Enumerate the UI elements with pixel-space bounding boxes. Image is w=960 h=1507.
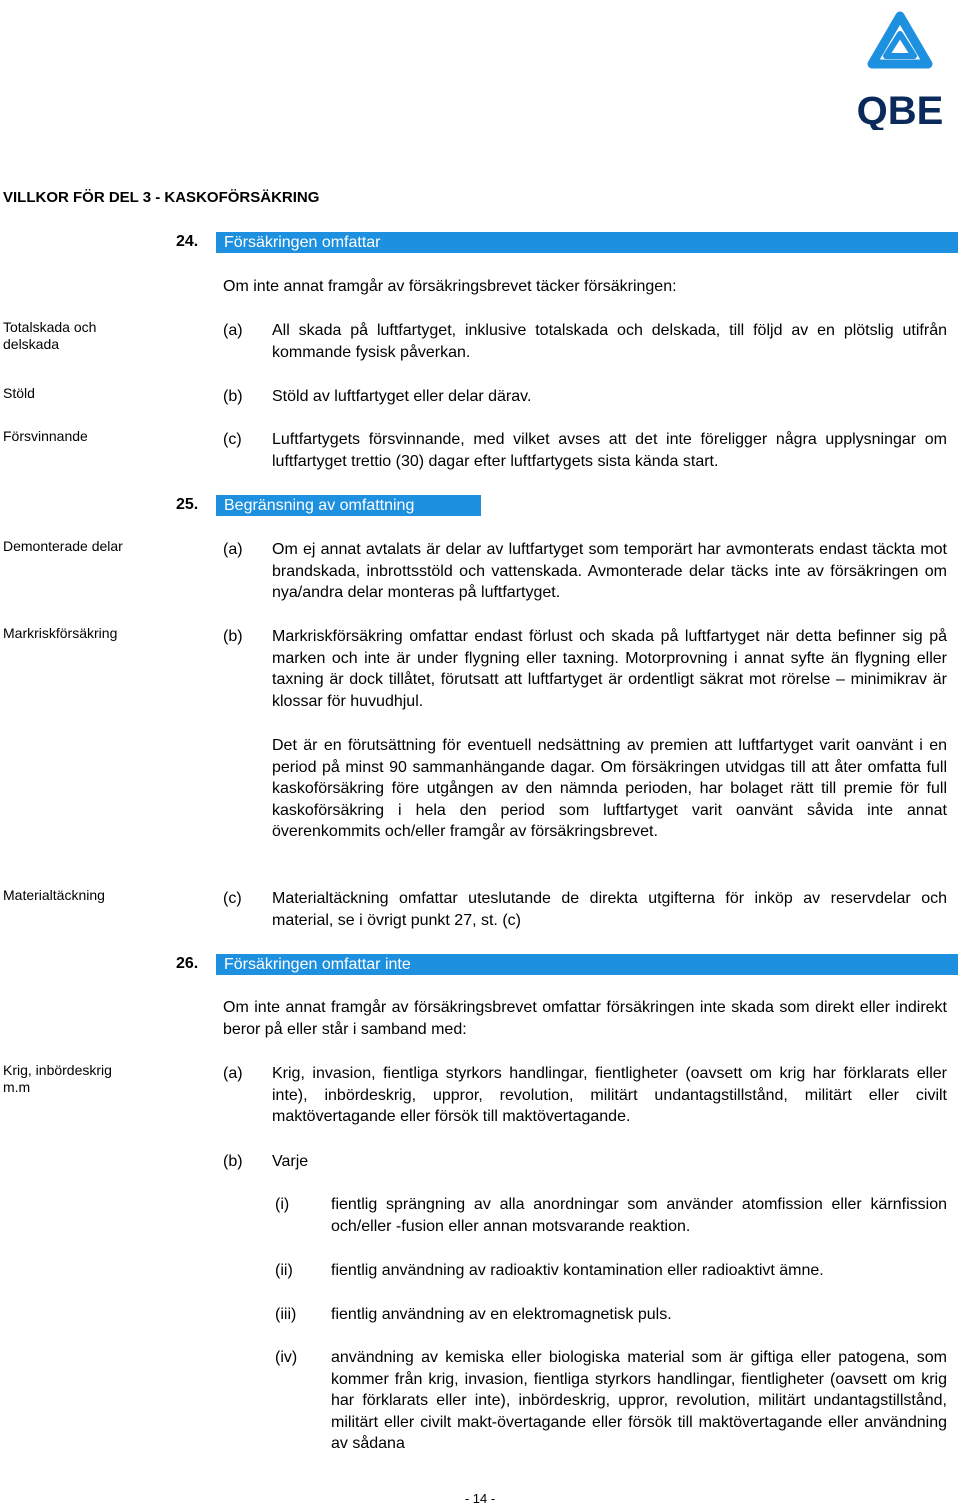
subitem-label: (ii) (275, 1262, 293, 1279)
section-26-number: 26. (176, 955, 199, 972)
document-title: VILLKOR FÖR DEL 3 - KASKOFÖRSÄKRING (3, 189, 320, 206)
section-25-number: 25. (176, 496, 199, 513)
subitem-text: användning av kemiska eller biologiska material som är giftiga eller patogena, som kommer från krig, invasion, fientliga styrkors handlingar, fientligheter (oavsett om krig har förklarats eller inte), inbördeskrig, uppror, revolution, militärt undantagstillstånd, militärt eller civilt makt-övertagande eller försök till maktövertagande eller användning av sådana (331, 1349, 947, 1453)
qbe-logo (848, 8, 952, 130)
section-26-heading: Försäkringen omfattar inte (216, 954, 958, 975)
margin-note-markrisk: Markriskförsäkring (3, 625, 118, 641)
item-label: (b) (223, 1153, 243, 1170)
section-24-heading: Försäkringen omfattar (216, 232, 958, 253)
item-text: Markriskförsäkring omfattar endast förlust och skada på luftfartyget när detta befinner sig på marken och inte är under flygning eller taxning. Motorprovning i annat syfte än flygning eller taxning är dock tillåtet, förutsatt att luftfartyget är ordentligt säkrat mot rörelse – minimikrav är klossar för huvudhjul. (272, 628, 947, 710)
section-24-number: 24. (176, 233, 199, 250)
item-text: Stöld av luftfartyget eller delar därav. (272, 388, 532, 405)
subitem-text: fientlig användning av en elektromagnetisk puls. (331, 1306, 672, 1323)
item-text: Om ej annat avtalats är delar av luftfartyget som temporärt har avmonterats endast täckta mot brandskada, inbrottsstöld och vattenskada. Avmonterade delar täcks inte av försäkringen om nya/andra delar monteras på luftfartyget. (272, 541, 947, 602)
item-label: (b) (223, 628, 243, 645)
item-label: (c) (223, 431, 242, 448)
item-text: Luftfartygets försvinnande, med vilket avses att det inte föreligger några upplysningar om luftfartyget trettio (30) dagar efter luftfartygets sista kända start. (272, 431, 947, 470)
margin-note-totalskada: Totalskada och delskada (3, 319, 97, 352)
section-24-intro: Om inte annat framgår av försäkringsbrevet täcker försäkringen: (223, 278, 677, 295)
page-number: - 14 - (464, 1491, 496, 1506)
subitem-label: (iii) (275, 1306, 297, 1323)
subitem-text: fientlig användning av radioaktiv kontamination eller radioaktivt ämne. (331, 1262, 824, 1279)
margin-note-krig: Krig, inbördeskrig m.m (3, 1062, 112, 1095)
item-text-continued: Det är en förutsättning för eventuell nedsättning av premien att luftfartyget varit oanvänt i en period på minst 90 sammanhängande dagar. Om försäkringen utvidgas till att åter omfatta full kaskoförsäkring före utgången av den nämnda perioden, har bolaget rätt till premie för full kaskoförsäkring i hela den period som luftfartyget varit oanvänt såvida inte annat överenkommits och/eller framgår av försäkringsbrevet. (272, 737, 947, 841)
margin-note-materialtackning: Materialtäckning (3, 887, 105, 903)
item-text: Materialtäckning omfattar uteslutande de direkta utgifterna för inköp av reservdelar och material, se i övrigt punkt 27, st. (c) (272, 890, 947, 929)
subitem-label: (iv) (275, 1349, 298, 1366)
item-text: Krig, invasion, fientliga styrkors handlingar, fientligheter (oavsett om krig har förklarats eller inte), inbördeskrig, uppror, revolution, militärt undantagstillstånd, militärt eller civilt maktövertagande eller försök till maktövertagande. (272, 1065, 947, 1126)
item-text: Varje (272, 1153, 309, 1170)
section-25-heading: Begränsning av omfattning (216, 495, 481, 516)
item-text: All skada på luftfartyget, inklusive totalskada och delskada, till följd av en plötslig utifrån kommande fysisk påverkan. (272, 322, 947, 361)
margin-note-stold: Stöld (3, 385, 35, 401)
margin-note-demonterade: Demonterade delar (3, 538, 123, 554)
margin-note-forsvinnande: Försvinnande (3, 428, 88, 444)
item-label: (a) (223, 322, 243, 339)
item-label: (b) (223, 388, 243, 405)
subitem-label: (i) (275, 1196, 290, 1213)
subitem-text: fientlig sprängning av alla anordningar som använder atomfission eller kärnfission och/eller -fusion eller annan motsvarande reaktion. (331, 1196, 947, 1235)
item-label: (a) (223, 1065, 243, 1082)
item-label: (a) (223, 541, 243, 558)
item-label: (c) (223, 890, 242, 907)
svg-text:QBE: QBE (856, 89, 944, 130)
section-26-intro: Om inte annat framgår av försäkringsbrevet omfattar försäkringen inte skada som direkt eller indirekt beror på eller står i samband med: (223, 999, 947, 1038)
